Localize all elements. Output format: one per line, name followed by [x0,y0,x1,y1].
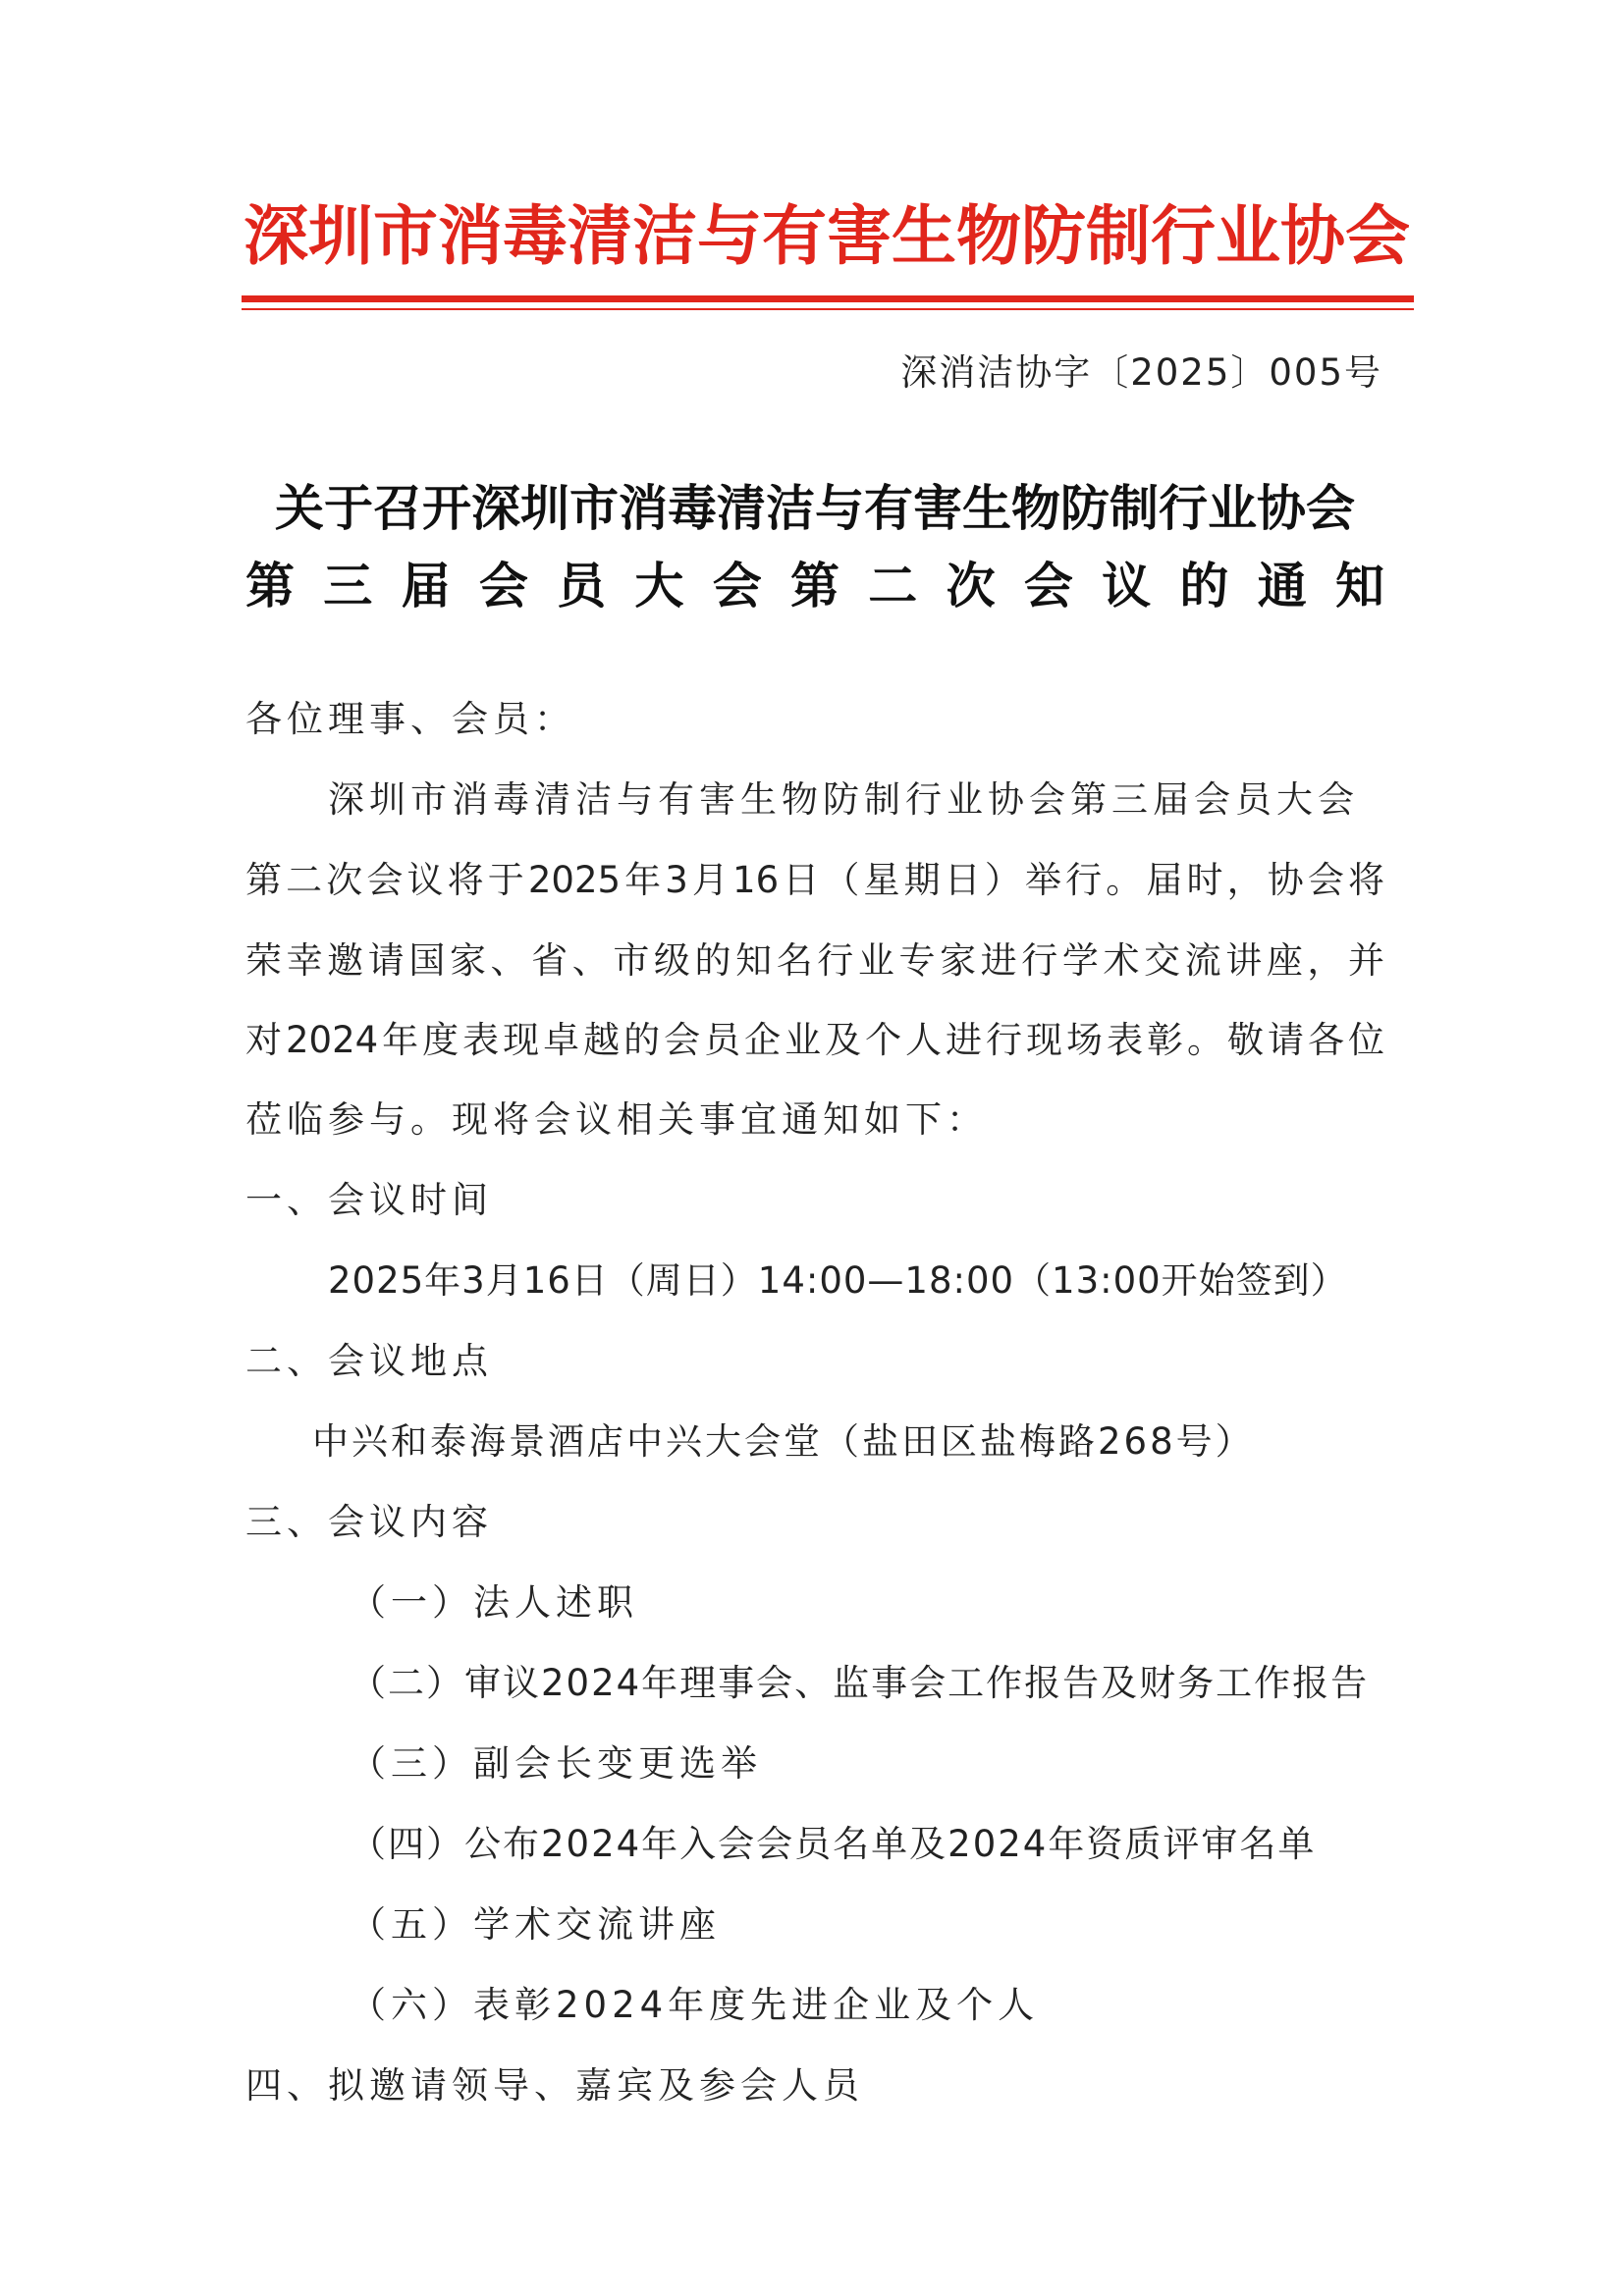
notice-title-line-2: 第三届会员大会第二次会议的通知 [245,557,1384,614]
intro-line-3: 荣幸邀请国家、省、市级的知名行业专家进行学术交流讲座，并 [245,939,1384,982]
letterhead-rule-thin [242,308,1414,310]
intro-line-4: 对2024年度表现卓越的会员企业及个人进行现场表彰。敬请各位 [245,1019,1384,1061]
intro-line-2: 第二次会议将于2025年3月16日（星期日）举行。届时，协会将 [245,859,1384,901]
section-3-item-6: （六）表彰2024年度先进企业及个人 [350,1984,1040,2026]
section-3-item-1: （一）法人述职 [350,1581,638,1624]
notice-title-line-1: 关于召开深圳市消毒清洁与有害生物防制行业协会 [275,479,1355,537]
letterhead-org-name: 深圳市消毒清洁与有害生物防制行业协会 [244,197,1410,274]
section-3-item-2: （二）审议2024年理事会、监事会工作报告及财务工作报告 [350,1662,1370,1704]
intro-line-5: 莅临参与。现将会议相关事宜通知如下： [245,1098,988,1141]
document-number: 深消洁协字〔2025〕005号 [900,351,1382,394]
section-2-heading: 二、会议地点 [245,1340,493,1382]
section-2-content: 中兴和泰海景酒店中兴大会堂（盐田区盐梅路268号） [312,1420,1255,1463]
section-3-heading: 三、会议内容 [245,1501,493,1543]
section-1-content: 2025年3月16日（周日）14:00—18:00（13:00开始签到） [328,1259,1348,1302]
intro-line-1: 深圳市消毒清洁与有害生物防制行业协会第三届会员大会 [328,778,1359,821]
section-3-item-4: （四）公布2024年入会会员名单及2024年资质评审名单 [350,1823,1317,1865]
letterhead-rule-thick [242,295,1414,302]
salutation: 各位理事、会员： [245,698,575,740]
section-3-item-3: （三）副会长变更选举 [350,1742,762,1785]
section-3-item-5: （五）学术交流讲座 [350,1903,721,1946]
section-1-heading: 一、会议时间 [245,1179,493,1221]
section-4-heading: 四、拟邀请领导、嘉宾及参会人员 [245,2064,864,2107]
